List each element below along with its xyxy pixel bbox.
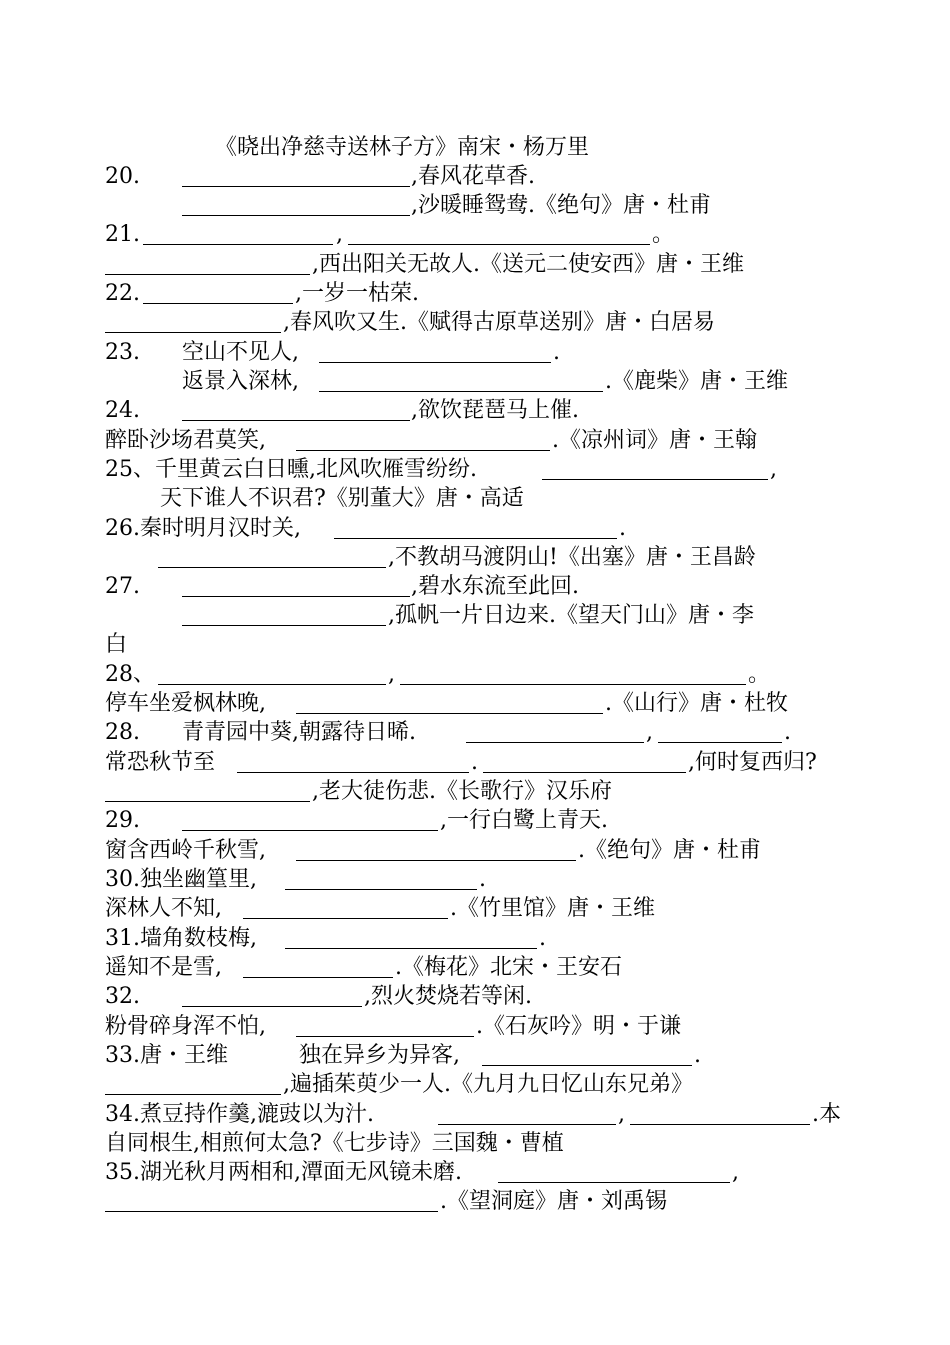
answer-blank[interactable]: [158, 567, 386, 568]
line-text: ,西出阳关无故人.《送元二使安西》唐・王维: [312, 252, 744, 277]
line-text: 35.湖光秋月两相和,潭面无风镜未磨.: [105, 1160, 462, 1185]
answer-blank[interactable]: [483, 772, 686, 773]
poem-line: [0, 1070, 950, 1099]
line-text: .: [619, 516, 626, 541]
line-text: 空山不见人,: [182, 340, 299, 365]
answer-blank[interactable]: [400, 684, 746, 685]
poem-line: [0, 367, 950, 396]
poem-line: [0, 543, 950, 572]
line-text: 《晓出净慈寺送林子方》南宋・杨万里: [215, 135, 590, 160]
poem-line: [0, 133, 950, 162]
poem-line: [0, 484, 950, 513]
answer-blank[interactable]: [182, 186, 410, 187]
item-number: 23.: [105, 340, 140, 365]
line-text: 常恐秋节至: [105, 750, 216, 775]
line-text: .《绝句》唐・杜甫: [578, 838, 761, 863]
poem-line: [0, 1100, 950, 1129]
poem-line: [0, 630, 950, 659]
poem-line: [0, 953, 950, 982]
answer-blank[interactable]: [296, 713, 603, 714]
line-text: 遥知不是雪,: [105, 955, 222, 980]
line-text: .: [553, 340, 560, 365]
line-text: 26.秦时明月汉时关,: [105, 516, 301, 541]
line-text: 30.独坐幽篁里,: [105, 867, 257, 892]
poem-line: [0, 572, 950, 601]
line-text: ,: [388, 662, 395, 687]
line-text: ,: [770, 457, 777, 482]
item-number: 20.: [105, 164, 140, 189]
line-text: 返景入深林,: [182, 369, 299, 394]
line-text: ,一行白鹭上青天.: [440, 808, 608, 833]
answer-blank[interactable]: [658, 742, 782, 743]
poem-line: [0, 1158, 950, 1187]
line-text: .: [479, 867, 486, 892]
line-text: .《梅花》北宋・王安石: [395, 955, 622, 980]
line-text: ,: [336, 222, 343, 247]
answer-blank[interactable]: [182, 420, 410, 421]
poem-line: [0, 396, 950, 425]
poem-line: [0, 1187, 950, 1216]
line-text: .: [784, 720, 791, 745]
poem-line: [0, 455, 950, 484]
line-text: ,春风吹又生.《赋得古原草送别》唐・白居易: [283, 310, 715, 335]
poem-line: [0, 279, 950, 308]
poem-line: [0, 748, 950, 777]
answer-blank[interactable]: [105, 332, 281, 333]
line-text: 31.墙角数枝梅,: [105, 926, 257, 951]
answer-blank[interactable]: [319, 391, 603, 392]
line-text: ,欲饮琵琶马上催.: [411, 398, 579, 423]
poem-line: [0, 982, 950, 1011]
answer-blank[interactable]: [319, 362, 551, 363]
poem-line: [0, 338, 950, 367]
poem-line: [0, 162, 950, 191]
line-text: 白: [105, 632, 128, 657]
line-text: ,: [732, 1160, 739, 1185]
item-number: 29.: [105, 808, 140, 833]
answer-blank[interactable]: [296, 1036, 474, 1037]
poem-line: [0, 220, 950, 249]
answer-blank[interactable]: [438, 1124, 616, 1125]
line-text: ,老大徒伤悲.《长歌行》汉乐府: [312, 779, 612, 804]
answer-blank[interactable]: [285, 948, 537, 949]
poem-line: [0, 894, 950, 923]
line-text: 青青园中葵,朝露待日晞.: [182, 720, 416, 745]
poem-line: [0, 836, 950, 865]
line-text: .《竹里馆》唐・王维: [450, 896, 655, 921]
poem-line: [0, 1041, 950, 1070]
poem-line: [0, 777, 950, 806]
answer-blank[interactable]: [158, 684, 386, 685]
poem-line: [0, 514, 950, 543]
line-text: 停车坐爱枫林晚,: [105, 691, 266, 716]
line-text: 醉卧沙场君莫笑,: [105, 428, 266, 453]
line-text: 25、千里黄云白日曛,北风吹雁雪纷纷.: [105, 457, 477, 482]
line-text: 窗含西岭千秋雪,: [105, 838, 266, 863]
line-text: .《望洞庭》唐・刘禹锡: [440, 1189, 667, 1214]
answer-blank[interactable]: [182, 625, 386, 626]
answer-blank[interactable]: [296, 450, 550, 451]
item-number: 28.: [105, 720, 140, 745]
line-text: ,烈火焚烧若等闲.: [364, 984, 532, 1009]
answer-blank[interactable]: [143, 303, 293, 304]
line-text: .: [471, 750, 478, 775]
line-text: .《山行》唐・杜牧: [605, 691, 788, 716]
item-number: 21.: [105, 222, 140, 247]
answer-blank[interactable]: [105, 1211, 438, 1212]
poem-line: [0, 865, 950, 894]
item-number: 22.: [105, 281, 140, 306]
line-text: 34.煮豆持作羹,漉豉以为汁.: [105, 1102, 374, 1127]
answer-blank[interactable]: [182, 215, 410, 216]
line-text: ,何时复西归?: [688, 750, 817, 775]
answer-blank[interactable]: [630, 1124, 810, 1125]
line-text: ,一岁一枯荣.: [295, 281, 419, 306]
answer-blank[interactable]: [243, 918, 448, 919]
answer-blank[interactable]: [143, 244, 333, 245]
answer-blank[interactable]: [105, 801, 310, 802]
line-text: 粉骨碎身浑不怕,: [105, 1014, 266, 1039]
poem-line: [0, 718, 950, 747]
poem-line: [0, 308, 950, 337]
line-text: 。: [652, 222, 675, 247]
line-text: .《凉州词》唐・王翰: [552, 428, 757, 453]
answer-blank[interactable]: [498, 1182, 730, 1183]
answer-blank[interactable]: [237, 772, 469, 773]
line-text: 天下谁人不识君?《别董大》唐・高适: [160, 486, 524, 511]
line-text: ,: [618, 1102, 625, 1127]
line-text: 自同根生,相煎何太急?《七步诗》三国魏・曹植: [105, 1131, 564, 1156]
poem-line: [0, 924, 950, 953]
poem-line: [0, 1012, 950, 1041]
item-number: 28、: [105, 662, 155, 687]
answer-blank[interactable]: [334, 538, 617, 539]
poem-line: [0, 1129, 950, 1158]
answer-blank[interactable]: [105, 274, 310, 275]
answer-blank[interactable]: [296, 860, 576, 861]
line-text: .《石灰吟》明・于谦: [476, 1014, 681, 1039]
poem-line: [0, 601, 950, 630]
answer-blank[interactable]: [482, 1065, 692, 1066]
line-text: ,遍插茱萸少一人.《九月九日忆山东兄弟》: [283, 1072, 693, 1097]
line-text: 深林人不知,: [105, 896, 222, 921]
answer-blank[interactable]: [348, 244, 650, 245]
line-text: ,孤帆一片日边来.《望天门山》唐・李: [388, 603, 754, 628]
poem-line: [0, 660, 950, 689]
poem-line: [0, 806, 950, 835]
answer-blank[interactable]: [466, 742, 644, 743]
answer-blank[interactable]: [243, 977, 393, 978]
line-text: .: [694, 1043, 701, 1068]
poem-line: [0, 250, 950, 279]
line-text: ,不教胡马渡阴山!《出塞》唐・王昌龄: [388, 545, 756, 570]
answer-blank[interactable]: [182, 1006, 362, 1007]
item-number: 32.: [105, 984, 140, 1009]
poem-line: [0, 689, 950, 718]
item-number: 27.: [105, 574, 140, 599]
line-text: 独在异乡为异客,: [299, 1043, 460, 1068]
line-text: .: [539, 926, 546, 951]
line-text: ,沙暖睡鸳鸯.《绝句》唐・杜甫: [411, 193, 711, 218]
line-text: ,: [646, 720, 653, 745]
answer-blank[interactable]: [542, 479, 768, 480]
line-text: 。: [748, 662, 771, 687]
line-text: .《鹿柴》唐・王维: [605, 369, 788, 394]
line-text: ,碧水东流至此回.: [411, 574, 579, 599]
answer-blank[interactable]: [182, 830, 438, 831]
line-text: .本: [812, 1102, 841, 1127]
answer-blank[interactable]: [105, 1094, 281, 1095]
line-text: 33.唐・王维: [105, 1043, 228, 1068]
line-text: ,春风花草香.: [411, 164, 535, 189]
answer-blank[interactable]: [285, 889, 477, 890]
poem-line: [0, 191, 950, 220]
poem-line: [0, 426, 950, 455]
item-number: 24.: [105, 398, 140, 423]
answer-blank[interactable]: [182, 596, 410, 597]
